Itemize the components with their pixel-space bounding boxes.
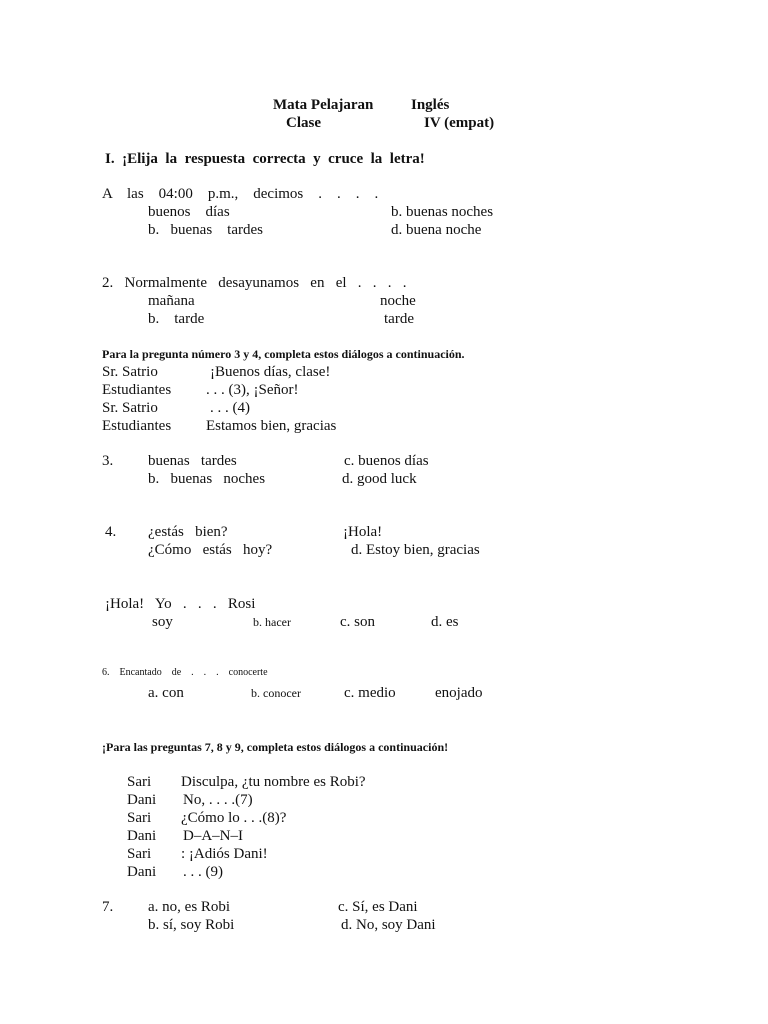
q1-option-d: d. buena noche — [391, 222, 482, 238]
q3-number: 3. — [102, 453, 114, 469]
class-label: Clase — [286, 115, 321, 131]
dialog1-line: Estamos bien, gracias — [206, 418, 337, 434]
q5-option-d: d. es — [431, 614, 459, 630]
q4-option-b: ¿Cómo estás hoy? — [148, 542, 273, 558]
q1-option-c: b. buenas noches — [391, 204, 494, 220]
dialog1-line: ¡Buenos días, clase! — [210, 364, 331, 380]
q7-option-a: a. no, es Robi — [148, 899, 231, 915]
dialog1-speaker: Estudiantes — [102, 418, 172, 434]
q6-option-b: b. conocer — [251, 686, 301, 700]
q3-option-a: buenas tardes — [148, 453, 237, 469]
dialog2-speaker: Sari — [127, 774, 152, 790]
q6-stem: 6. Encantado de . . . conocerte — [102, 667, 268, 678]
q5-option-c: c. son — [340, 614, 375, 630]
q7-option-c: c. Sí, es Dani — [338, 899, 418, 915]
dialog2-line: : ¡Adiós Dani! — [181, 846, 268, 862]
dialog1-line: . . . (4) — [210, 400, 250, 416]
subject-label: Mata Pelajaran — [273, 97, 374, 113]
q1-option-a: buenos días — [148, 204, 230, 220]
q6-option-c: c. medio — [344, 685, 396, 701]
q2-option-c: noche — [380, 293, 416, 309]
q6-option-a: a. con — [148, 685, 184, 701]
dialog2-line: D–A–N–I — [183, 828, 243, 844]
q3-option-d: d. good luck — [342, 471, 417, 487]
dialog2-speaker: Sari — [127, 810, 152, 826]
dialog2-line: No, . . . .(7) — [183, 792, 253, 808]
dialog2-speaker: Dani — [127, 792, 157, 808]
q2-option-d: tarde — [384, 311, 414, 327]
q6-option-d: enojado — [435, 685, 483, 701]
q4-option-c: ¡Hola! — [343, 524, 383, 540]
q1-option-b: b. buenas tardes — [148, 222, 263, 238]
dialog1-line: . . . (3), ¡Señor! — [206, 382, 299, 398]
dialog2-line: ¿Cómo lo . . .(8)? — [181, 810, 287, 826]
q4-number: 4. — [105, 524, 117, 540]
q7-number: 7. — [102, 899, 114, 915]
q4-option-d: d. Estoy bien, gracias — [351, 542, 480, 558]
dialog2-line: . . . (9) — [183, 864, 223, 880]
dialog2-speaker: Dani — [127, 864, 157, 880]
q2-option-b: b. tarde — [148, 311, 205, 327]
class-value: IV (empat) — [424, 115, 495, 131]
dialog2-line: Disculpa, ¿tu nombre es Robi? — [181, 774, 366, 790]
q2-option-a: mañana — [148, 293, 195, 309]
q4-option-a: ¿estás bien? — [148, 524, 228, 540]
dialog2-instruction: ¡Para las preguntas 7, 8 y 9, completa estos diálogos a continuación! — [102, 740, 449, 754]
dialog2-speaker: Dani — [127, 828, 157, 844]
q3-option-b: b. buenas noches — [148, 471, 266, 487]
q5-stem: ¡Hola! Yo . . . Rosi — [105, 596, 256, 612]
subject-value: Inglés — [411, 97, 450, 113]
q5-option-a: soy — [152, 614, 173, 630]
q2-stem: 2. Normalmente desayunamos en el . . . . — [102, 275, 407, 291]
dialog1-instruction: Para la pregunta número 3 y 4, completa estos diálogos a continuación. — [102, 347, 465, 361]
q3-option-c: c. buenos días — [344, 453, 429, 469]
q1-stem: A las 04:00 p.m., decimos . . . . — [102, 186, 379, 202]
q5-option-b: b. hacer — [253, 615, 291, 629]
dialog1-speaker: Sr. Satrio — [102, 364, 158, 380]
q7-option-b: b. sí, soy Robi — [148, 917, 235, 933]
dialog2-speaker: Sari — [127, 846, 152, 862]
dialog1-speaker: Sr. Satrio — [102, 400, 158, 416]
q7-option-d: d. No, soy Dani — [341, 917, 436, 933]
section-title: I. ¡Elija la respuesta correcta y cruce la letra! — [105, 151, 425, 167]
dialog1-speaker: Estudiantes — [102, 382, 172, 398]
